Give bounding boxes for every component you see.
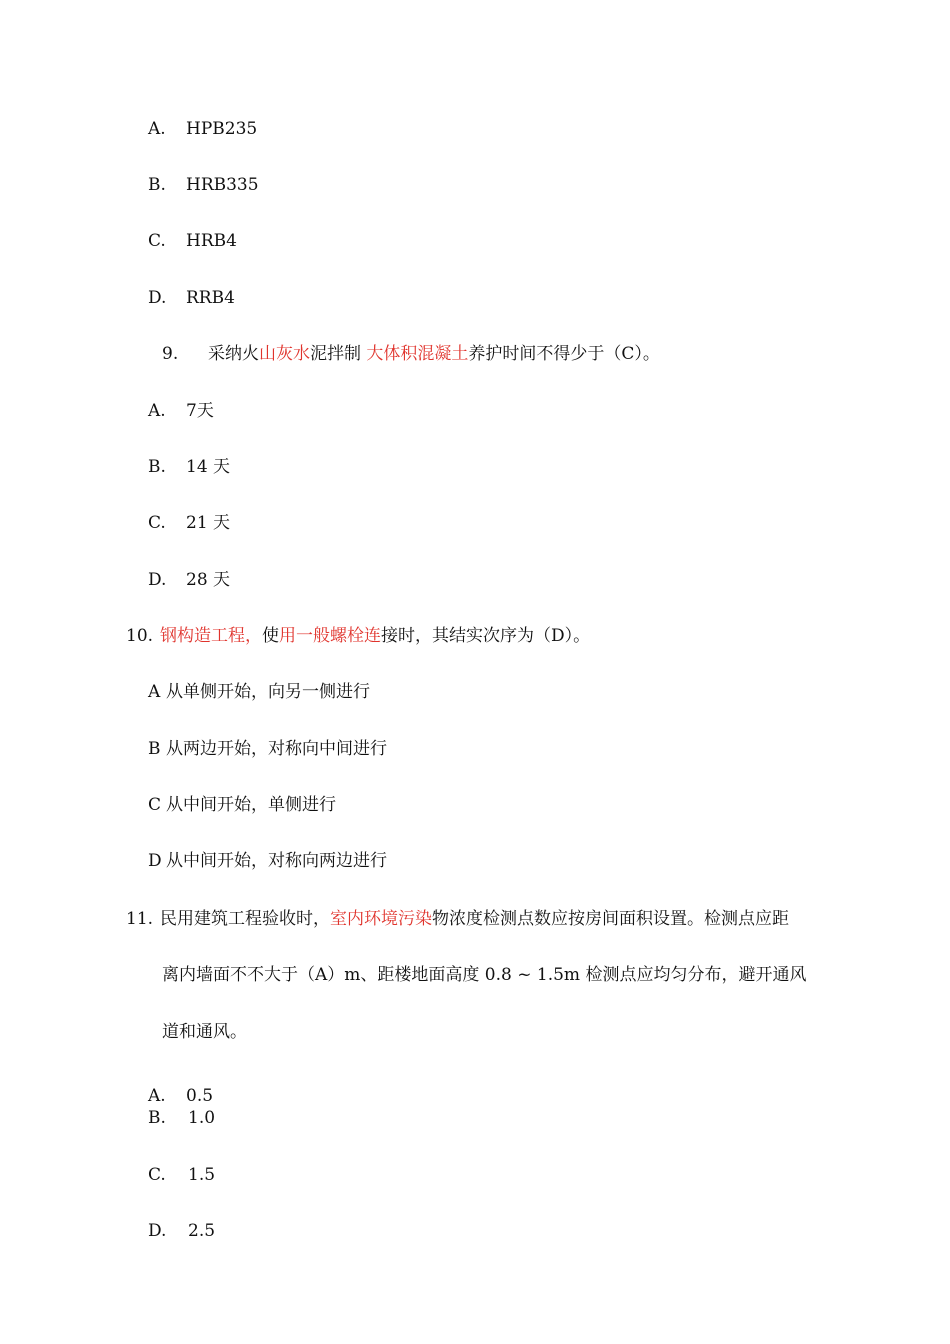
q9-question — [162, 343, 660, 365]
q11-question-line3: 道和通风。 — [162, 1022, 247, 1042]
q8-option-c — [148, 230, 237, 252]
option-text: 1.0 — [188, 1108, 216, 1128]
question-text-part: 使 — [262, 626, 279, 646]
q8-option-a — [148, 118, 257, 140]
option-text: 0.5 — [186, 1086, 214, 1106]
option-text: RRB4 — [186, 288, 235, 308]
option-text: 从中间开始，单侧进行 — [166, 795, 336, 815]
q11-question-line1 — [126, 908, 789, 930]
option-label: A — [148, 682, 161, 702]
q9-option-b — [148, 456, 230, 478]
q10-option-c — [148, 794, 336, 816]
q11-option-d — [148, 1220, 215, 1242]
q8-option-d — [148, 287, 235, 309]
q11-option-b — [148, 1107, 215, 1129]
q10-option-a — [148, 681, 370, 703]
question-number: 9. — [162, 344, 179, 364]
option-label: D. — [148, 288, 167, 308]
q9-option-a — [148, 400, 214, 422]
option-label: D — [148, 851, 162, 871]
option-text: 28 天 — [186, 570, 231, 590]
option-text: 2.5 — [188, 1221, 216, 1241]
option-text: 从单侧开始，向另一侧进行 — [166, 682, 370, 702]
option-text: HRB335 — [186, 175, 259, 195]
option-label: C — [148, 795, 162, 815]
option-label: D. — [148, 1221, 167, 1241]
option-label: C. — [148, 1165, 166, 1185]
option-text: HPB235 — [186, 119, 258, 139]
option-label: A. — [148, 401, 166, 421]
option-label: C. — [148, 231, 166, 251]
q10-question — [126, 625, 590, 647]
q10-option-d — [148, 850, 387, 872]
q9-option-c — [148, 512, 230, 534]
q11-question-line2: 离内墙面不不大于（A）m、距楼地面高度 0.8 ~ 1.5m 检测点应均匀分布，避开通风 — [162, 965, 807, 985]
question-text-part: 接时，其结实次序为（D）。 — [381, 626, 591, 646]
question-highlight: 用一般螺栓连 — [279, 626, 381, 646]
option-text: HRB4 — [186, 231, 237, 251]
option-text: 21 天 — [186, 513, 231, 533]
question-text-part: 物浓度检测点数应按房间面积设置。检测点应距 — [432, 909, 789, 929]
option-label: A. — [148, 1086, 166, 1106]
option-text: 从两边开始，对称向中间进行 — [166, 739, 387, 759]
option-text: 14 天 — [186, 457, 231, 477]
question-highlight: 室内环境污染 — [330, 909, 432, 929]
question-highlight: 山灰水 — [259, 344, 310, 364]
option-text: 7天 — [186, 401, 214, 421]
option-label: B — [148, 739, 161, 759]
question-text-part: 泥拌制 — [310, 344, 367, 364]
question-highlight: 大体积混凝土 — [366, 344, 469, 364]
q9-option-d — [148, 569, 230, 591]
question-highlight: 钢构造工程， — [160, 626, 262, 646]
question-text-part: 采纳火 — [208, 344, 259, 364]
option-label: D. — [148, 570, 167, 590]
q8-option-b — [148, 174, 259, 196]
question-text-part: 养护 — [468, 344, 503, 364]
question-number: 10. — [126, 626, 154, 646]
q11-option-a — [148, 1085, 213, 1107]
question-number: 11. — [126, 909, 154, 929]
option-text: 1.5 — [188, 1165, 216, 1185]
question-text-part: 时间不得少于（C）。 — [502, 344, 660, 364]
option-label: B. — [148, 175, 166, 195]
option-label: B. — [148, 457, 166, 477]
question-text-part: 民用建筑工程验收时， — [160, 909, 330, 929]
option-text: 从中间开始，对称向两边进行 — [166, 851, 387, 871]
option-label: B. — [148, 1108, 166, 1128]
option-label: A. — [148, 119, 166, 139]
option-label: C. — [148, 513, 166, 533]
q11-option-c — [148, 1164, 215, 1186]
q10-option-b — [148, 738, 387, 760]
